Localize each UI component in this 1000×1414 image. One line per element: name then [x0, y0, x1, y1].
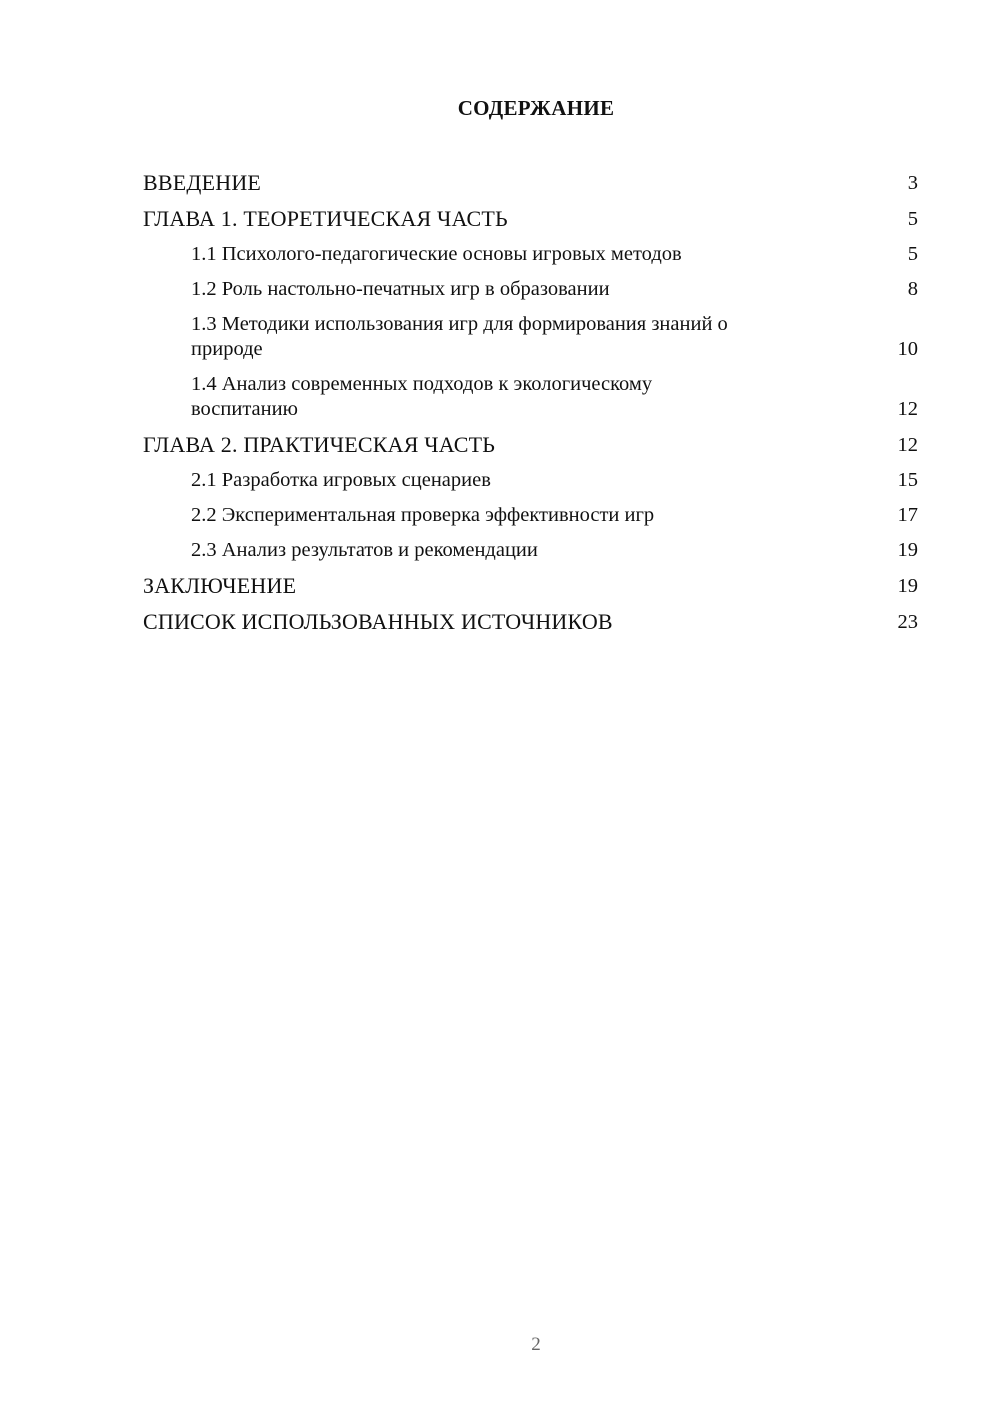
- toc-entry-chapter-1[interactable]: [143, 206, 918, 232]
- toc-entry-section-1-4[interactable]: [143, 372, 918, 422]
- toc-entry-label: ГЛАВА 1. ТЕОРЕТИЧЕСКАЯ ЧАСТЬ: [143, 206, 508, 231]
- toc-entry-page: 5: [907, 208, 918, 230]
- page-number: 2: [531, 1334, 541, 1355]
- toc-entry-section-1-2[interactable]: [143, 277, 918, 302]
- toc-entry-references[interactable]: [143, 609, 918, 635]
- toc-entry-page: 3: [907, 172, 918, 194]
- toc-entry-label: ЗАКЛЮЧЕНИЕ: [143, 573, 297, 598]
- table-of-contents: [143, 170, 918, 645]
- toc-entry-section-1-3[interactable]: [143, 312, 918, 362]
- toc-entry-label: 2.3 Анализ результатов и рекомендации: [191, 539, 538, 561]
- toc-entry-page: 10: [897, 338, 918, 360]
- toc-entry-introduction[interactable]: [143, 170, 918, 196]
- toc-entry-chapter-2[interactable]: [143, 432, 918, 458]
- toc-entry-section-2-2[interactable]: [143, 503, 918, 528]
- toc-entry-page: 12: [897, 398, 918, 420]
- toc-entry-label: ГЛАВА 2. ПРАКТИЧЕСКАЯ ЧАСТЬ: [143, 432, 496, 457]
- toc-entry-label: 2.2 Экспериментальная проверка эффективности игр: [191, 504, 655, 526]
- toc-entry-page: 19: [897, 539, 918, 561]
- toc-entry-page: 8: [907, 278, 918, 300]
- toc-entry-page: 5: [907, 243, 918, 265]
- toc-entry-label: 1.1 Психолого-педагогические основы игровых методов: [191, 243, 682, 265]
- toc-entry-label: 1.4 Анализ современных подходов к экологическому воспитанию: [191, 373, 653, 420]
- toc-entry-page: 15: [897, 469, 918, 491]
- toc-entry-label: СПИСОК ИСПОЛЬЗОВАННЫХ ИСТОЧНИКОВ: [143, 609, 613, 634]
- toc-entry-section-2-1[interactable]: [143, 468, 918, 493]
- toc-entry-page: 19: [897, 575, 918, 597]
- toc-entry-section-1-1[interactable]: [143, 242, 918, 267]
- toc-entry-page: 17: [897, 504, 918, 526]
- toc-entry-page: 23: [897, 611, 918, 633]
- toc-entry-label: ВВЕДЕНИЕ: [143, 170, 262, 195]
- toc-entry-section-2-3[interactable]: [143, 538, 918, 563]
- toc-entry-page: 12: [897, 434, 918, 456]
- toc-entry-label: 2.1 Разработка игровых сценариев: [191, 469, 491, 491]
- toc-entry-conclusion[interactable]: [143, 573, 918, 599]
- toc-entry-label: 1.2 Роль настольно-печатных игр в образовании: [191, 278, 610, 300]
- toc-entry-label: 1.3 Методики использования игр для формирования знаний о природе: [191, 313, 728, 360]
- page-title: СОДЕРЖАНИЕ: [457, 96, 615, 120]
